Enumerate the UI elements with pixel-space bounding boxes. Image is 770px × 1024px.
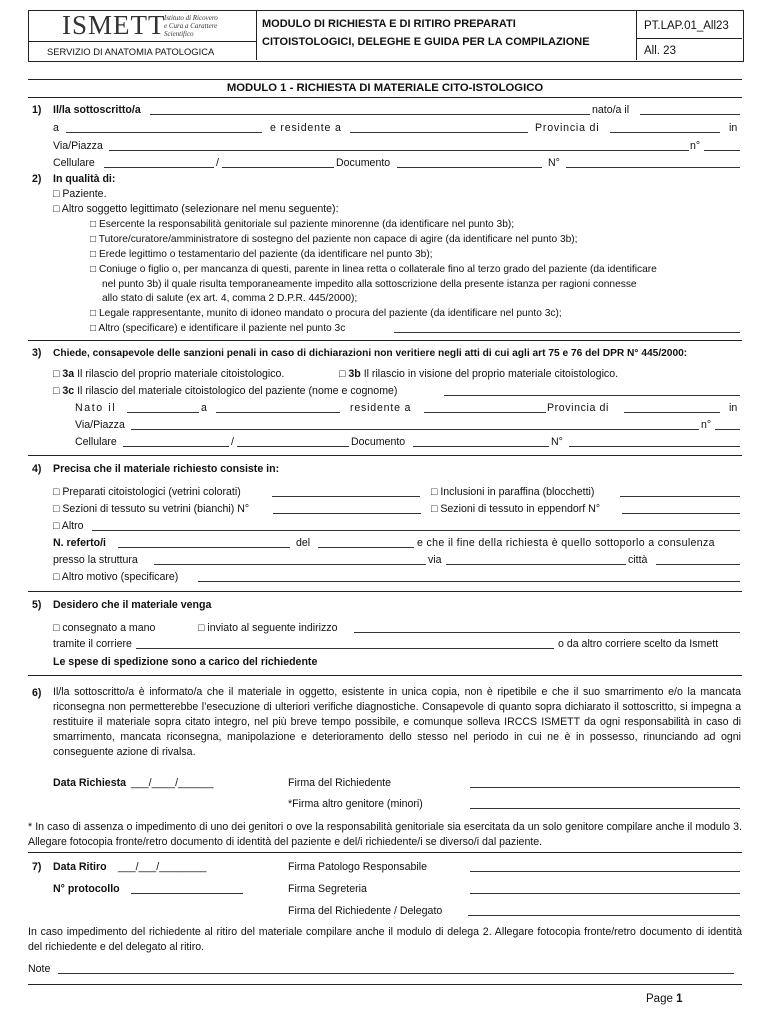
s7-protocol-label: N° protocollo xyxy=(53,883,120,895)
s1-label: Il/la sottoscritto/a xyxy=(53,104,141,116)
title-bottom-line xyxy=(28,97,742,98)
s2-sub-guardian[interactable]: □ Tutore/curatore/amministratore di sostegno del paziente non capace di agire (da identificare nel punto 3b); xyxy=(90,234,578,245)
s4-via-field[interactable] xyxy=(446,554,626,565)
divider-4-5 xyxy=(28,591,742,592)
s1-birthplace-field[interactable] xyxy=(66,122,262,133)
s5-option-hand[interactable]: □ consegnato a mano xyxy=(53,622,156,634)
s7-sign-delegate-field[interactable] xyxy=(468,905,740,916)
s7-delegation-note: In caso impedimento del richiedente al ritiro del materiale compilare anche il modulo di delega 2. Allegare fotocopia fronte/retro documento di identità del richiedente e del delegato al ritiro. xyxy=(28,926,742,953)
s3-option-3b[interactable]: □ 3b Il rilascio in visione del proprio materiale citoistologico. xyxy=(339,368,619,380)
s2-label: In qualità di: xyxy=(53,173,116,185)
s4-number: 4) xyxy=(32,463,42,475)
s7-notes-label: Note xyxy=(28,963,51,975)
s1-street-label: Via/Piazza xyxy=(53,140,103,152)
s3-resident-label: residente a xyxy=(350,402,412,414)
s1-mobile-prefix-field[interactable] xyxy=(104,157,214,168)
s4-ref-label: N. referto/i xyxy=(53,537,106,549)
s7-number: 7) xyxy=(32,861,42,873)
s4-label: Precisa che il materiale richiesto consiste in: xyxy=(53,463,280,475)
s4-facility-field[interactable] xyxy=(154,554,426,565)
s5-courier-alt: o da altro corriere scelto da Ismett xyxy=(558,638,719,650)
form-title-line-2: CITOISTOLOGICI, DELEGHE E GUIDA PER LA COMPILAZIONE xyxy=(262,36,590,48)
s4-option-other[interactable]: □ Altro xyxy=(53,520,84,532)
s6-sign-other-parent-field[interactable] xyxy=(470,798,740,809)
s3-doc-n-label: N° xyxy=(551,436,563,448)
s6-sign-requester-field[interactable] xyxy=(470,777,740,788)
s3-street-field[interactable] xyxy=(131,419,699,430)
s6-date-label: Data Richiesta xyxy=(53,777,127,789)
s4-option-prep[interactable]: □ Preparati citoistologici (vetrini colorati) xyxy=(53,486,241,498)
s7-sign-secretary-field[interactable] xyxy=(470,883,740,894)
s3-number-field[interactable] xyxy=(715,419,740,430)
s4-option-sections-glass[interactable]: □ Sezioni di tessuto su vetrini (bianchi) N° xyxy=(53,503,250,515)
s3-province-field[interactable] xyxy=(624,402,720,413)
attachment-number: All. 23 xyxy=(644,45,676,57)
s2-option-other[interactable]: □ Altro soggetto legittimato (selezionare nel menu seguente): xyxy=(53,203,339,215)
s3-mobile-label: Cellulare xyxy=(75,436,117,448)
s3-birthplace-field[interactable] xyxy=(216,402,340,413)
s3-province-label: Provincia di xyxy=(547,402,609,414)
s1-in-label: in xyxy=(729,122,738,134)
s1-document-field[interactable] xyxy=(397,157,542,168)
s7-sign-pathologist-label: Firma Patologo Responsabile xyxy=(288,861,427,873)
s1-mobile-label: Cellulare xyxy=(53,157,95,169)
s4-sections-epp-field[interactable] xyxy=(622,503,740,514)
s3-residence-field[interactable] xyxy=(424,402,546,413)
divider-5-6 xyxy=(28,675,742,676)
s4-other-reason-field[interactable] xyxy=(198,571,740,582)
divider-3-4 xyxy=(28,455,742,456)
s3-document-field[interactable] xyxy=(413,436,549,447)
s4-via-label: via xyxy=(428,554,442,566)
s4-ref-field[interactable] xyxy=(118,537,290,548)
header-logo-underline xyxy=(28,41,256,42)
s7-notes-field[interactable] xyxy=(58,963,734,974)
s1-n-label: n° xyxy=(690,140,701,152)
s1-number: 1) xyxy=(32,104,42,116)
s7-sign-pathologist-field[interactable] xyxy=(470,861,740,872)
module-title: MODULO 1 - RICHIESTA DI MATERIALE CITO-ISTOLOGICO xyxy=(226,82,544,94)
s1-a-label: a xyxy=(53,122,59,134)
s1-resident-label: e residente a xyxy=(270,122,342,134)
s3-mobile-number-field[interactable] xyxy=(237,436,349,447)
service-name: SERVIZIO DI ANATOMIA PATOLOGICA xyxy=(47,46,215,57)
s7-date-field[interactable]: ___/___/________ xyxy=(118,861,207,873)
s2-sub-relative-cont1: nel punto 3b) il quale risulta temporaneamente impedito alla sottoscrizione della presente istanza per ragioni connesse xyxy=(102,279,637,290)
s2-option-patient[interactable]: □ Paziente. xyxy=(53,188,107,200)
s3-mobile-slash: / xyxy=(231,436,234,448)
s5-option-sent[interactable]: □ inviato al seguente indirizzo xyxy=(198,622,338,634)
s5-address-field[interactable] xyxy=(354,622,740,633)
s4-paraffin-field[interactable] xyxy=(620,486,740,497)
s1-doc-n-label: N° xyxy=(548,157,560,169)
s2-other-field[interactable] xyxy=(394,322,740,333)
s6-footnote: * In caso di assenza o impedimento di uno dei genitori o ove la responsabilità genitoriale sia esercitata da un solo genitore compilare anche il modulo 3. Allegare fotocopia fronte/retro documento di identità del paziente e del/i richiedente/i se diverso/i dal paziente. xyxy=(28,821,742,848)
s3-doc-number-field[interactable] xyxy=(569,436,740,447)
s1-province-label: Provincia di xyxy=(535,122,600,134)
document-code: PT.LAP.01_All23 xyxy=(644,20,729,32)
s4-sections-glass-field[interactable] xyxy=(273,503,421,514)
s5-courier-field[interactable] xyxy=(136,638,554,649)
s1-province-field[interactable] xyxy=(610,122,720,133)
s3-document-label: Documento xyxy=(351,436,406,448)
s1-doc-number-field[interactable] xyxy=(566,157,740,168)
s5-courier-label: tramite il corriere xyxy=(53,638,132,650)
s3-patient-name-field[interactable] xyxy=(444,385,740,396)
s6-sign-other-parent-label: *Firma altro genitore (minori) xyxy=(288,798,423,810)
s3-a-label: a xyxy=(201,402,207,414)
s4-option-paraffin[interactable]: □ Inclusioni in paraffina (blocchetti) xyxy=(431,486,595,498)
s4-at-label: presso la struttura xyxy=(53,554,138,566)
s7-date-label: Data Ritiro xyxy=(53,861,107,873)
s1-birthdate-field[interactable] xyxy=(640,104,740,115)
s4-ref-date-field[interactable] xyxy=(318,537,414,548)
header-divider-3 xyxy=(636,38,742,39)
s5-costs-note: Le spese di spedizione sono a carico del richiedente xyxy=(53,656,318,668)
s1-name-field[interactable] xyxy=(150,104,590,115)
form-title-line-1: MODULO DI RICHIESTA E DI RITIRO PREPARATI xyxy=(262,18,516,30)
s4-city-field[interactable] xyxy=(656,554,740,565)
s7-sign-secretary-label: Firma Segreteria xyxy=(288,883,367,895)
s1-street-field[interactable] xyxy=(109,140,689,151)
s3-mobile-prefix-field[interactable] xyxy=(123,436,229,447)
s3-street-label: Via/Piazza xyxy=(75,419,125,431)
s2-sub-legal[interactable]: □ Legale rappresentante, munito di idoneo mandato o procura del paziente (da identificare nel punto 3c); xyxy=(90,308,562,319)
s2-sub-heir[interactable]: □ Erede legittimo o testamentario del paziente (da identificare nel punto 3b); xyxy=(90,249,433,260)
s4-purpose-text: e che il fine della richiesta è quello sottoporlo a consulenza xyxy=(417,537,715,549)
s6-sign-requester-label: Firma del Richiedente xyxy=(288,777,392,789)
s2-number: 2) xyxy=(32,173,42,185)
s1-mobile-slash: / xyxy=(216,157,219,169)
s3-born-label: Nato il xyxy=(75,402,117,414)
page-number: Page 1 xyxy=(646,993,683,1005)
s4-other-field[interactable] xyxy=(92,520,740,531)
s1-mobile-number-field[interactable] xyxy=(222,157,334,168)
s3-number: 3) xyxy=(32,347,42,359)
s4-del-label: del xyxy=(296,537,311,549)
s1-born-label: nato/a il xyxy=(592,104,630,116)
s5-label: Desidero che il materiale venga xyxy=(53,599,212,611)
logo-subtitle: Istituto di Ricovero e Cura a Carattere Scientifico xyxy=(164,14,218,38)
s1-number-field[interactable] xyxy=(704,140,740,151)
s6-date-field[interactable]: ___/____/______ xyxy=(131,777,214,789)
s3-n-label: n° xyxy=(701,419,712,431)
s4-option-other-reason[interactable]: □ Altro motivo (specificare) xyxy=(53,571,179,583)
s4-city-label: città xyxy=(628,554,648,566)
s1-residence-field[interactable] xyxy=(350,122,528,133)
s3-in-label: in xyxy=(729,402,738,414)
s6-number: 6) xyxy=(32,687,42,699)
s1-document-label: Documento xyxy=(336,157,391,169)
s6-declaration-text: Il/la sottoscritto/a è informato/a che il materiale in oggetto, esistente in unica copia, non è ripetibile e che il suo smarrimento e/o la mancata riconsegna non permetterebbe l’esecuzione di ulteriori verifiche diagnostiche. Consapevole di quanto sopra dichiarato il sottoscritto, si impegna a restituire il materiale sopra citato integro, nel più breve tempo possibile, e comunque solleva IRCCS ISMETT da ogni responsabilità in caso di smarrimento, mancata riconsegna, manipolazione e deterioramento dello stesso nel periodo in cui ne è in possesso, rinunciando ad ogni conseguente azione di rivalsa. xyxy=(53,686,741,758)
s2-sub-relative-cont2: allo stato di salute (ex art. 4, comma 2 D.P.R. 445/2000); xyxy=(102,293,358,304)
s3-option-3a[interactable]: □ 3a Il rilascio del proprio materiale citoistologico. xyxy=(53,368,285,380)
s2-sub-parent[interactable]: □ Esercente la responsabilità genitoriale sul paziente minorenne (da identificare nel punto 3b); xyxy=(90,219,515,230)
s3-birthdate-field[interactable] xyxy=(127,402,199,413)
s3-label: Chiede, consapevole delle sanzioni penali in caso di dichiarazioni non veritiere negli atti di cui agli art 75 e 76 del DPR N° 445/2000: xyxy=(53,348,688,359)
footer-line xyxy=(28,984,742,985)
header-divider-1 xyxy=(256,10,257,60)
divider-2-3 xyxy=(28,340,742,341)
ismett-logo: ISMETT xyxy=(62,10,166,40)
s4-option-sections-epp[interactable]: □ Sezioni di tessuto in eppendorf N° xyxy=(431,503,601,515)
divider-6-7 xyxy=(28,852,742,853)
s7-protocol-field[interactable] xyxy=(131,883,243,894)
s2-sub-other[interactable]: □ Altro (specificare) e identificare il paziente nel punto 3c xyxy=(90,323,346,334)
title-top-line xyxy=(28,79,742,80)
header-divider-2 xyxy=(636,10,637,60)
s7-sign-delegate-label: Firma del Richiedente / Delegato xyxy=(288,905,443,917)
s5-number: 5) xyxy=(32,599,42,611)
s2-sub-relative[interactable]: □ Coniuge o figlio o, per mancanza di questi, parente in linea retta o collaterale fino al terzo grado del paziente (da identificare xyxy=(90,264,657,275)
s4-prep-field[interactable] xyxy=(272,486,420,497)
s3-option-3c[interactable]: □ 3c Il rilascio del materiale citoistologico del paziente (nome e cognome) xyxy=(53,385,398,397)
